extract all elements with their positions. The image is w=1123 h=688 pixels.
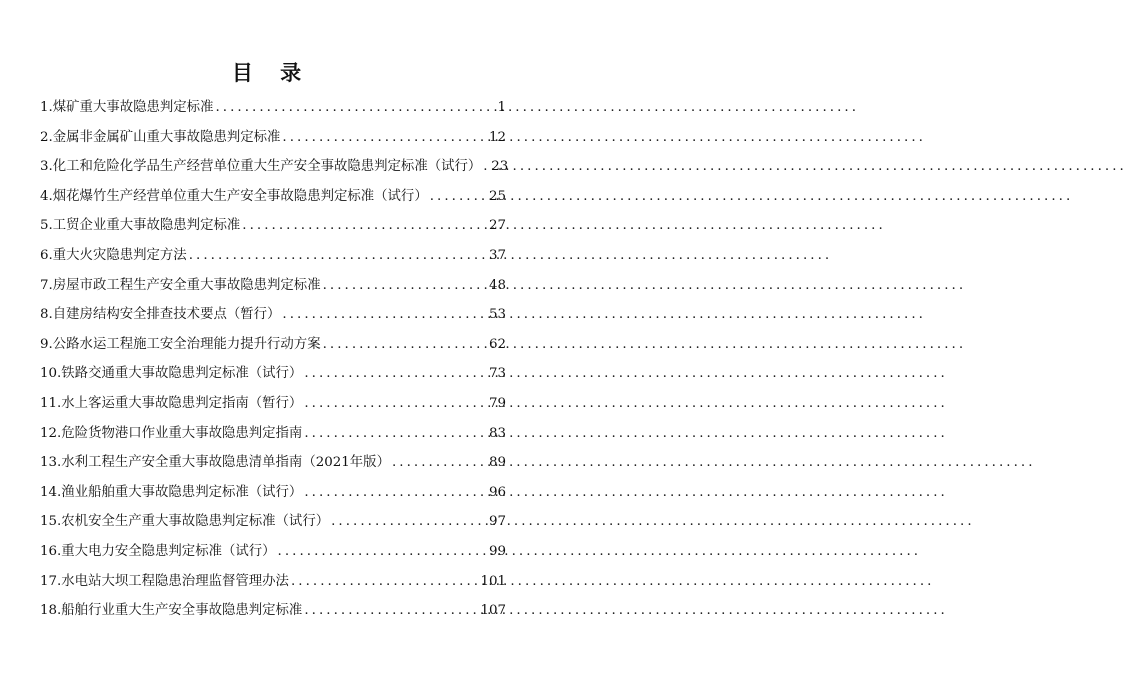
toc-entry-title: 12.危险货物港口作业重大事故隐患判定指南 [40, 425, 303, 441]
toc-dot-leader [215, 93, 495, 123]
page-title: 目 录 [231, 61, 312, 85]
toc-page-number: 83 [488, 425, 506, 441]
toc-dot-leader [291, 567, 479, 597]
toc-entry[interactable] [40, 419, 506, 449]
toc-entry-title: 9.公路水运工程施工安全治理能力提升行动方案 [40, 336, 321, 352]
toc-entry[interactable] [40, 389, 506, 419]
toc-entry-title: 8.自建房结构安全排查技术要点（暂行） [40, 307, 281, 323]
toc-dot-leader [392, 448, 487, 478]
toc-dot-leader [282, 123, 487, 153]
toc-entry[interactable] [40, 507, 506, 537]
toc-entry-title: 7.房屋市政工程生产安全重大事故隐患判定标准 [40, 277, 321, 293]
toc-entry[interactable] [40, 596, 506, 626]
toc-entry[interactable] [40, 359, 506, 389]
toc-entry-title: 2.金属非金属矿山重大事故隐患判定标准 [40, 129, 281, 145]
toc-entry-title: 4.烟花爆竹生产经营单位重大生产安全事故隐患判定标准（试行） [40, 188, 428, 204]
toc-page-number: 48 [488, 277, 506, 293]
toc-dot-leader [323, 271, 487, 301]
toc-entry-title: 14.渔业船舶重大事故隐患判定标准（试行） [40, 484, 303, 500]
toc-entry[interactable] [40, 537, 506, 567]
toc-dot-leader [304, 596, 478, 626]
toc-entry[interactable] [40, 152, 509, 182]
toc-page-number: 97 [488, 514, 506, 530]
toc-dot-leader [331, 507, 487, 537]
toc-entry-title: 6.重大火灾隐患判定方法 [40, 247, 187, 263]
toc-dot-leader [483, 152, 489, 182]
toc-entry-title: 11.水上客运重大事故隐患判定指南（暂行） [40, 395, 303, 411]
toc-entry-title: 16.重大电力安全隐患判定标准（试行） [40, 543, 276, 559]
toc-dot-leader [304, 389, 487, 419]
toc-page-number: 27 [488, 218, 506, 234]
toc-entry[interactable] [40, 241, 506, 271]
toc-page-number: 1 [497, 100, 506, 115]
toc-entry[interactable] [40, 93, 506, 123]
document-page [0, 0, 543, 688]
toc-page-number: 107 [480, 603, 506, 619]
toc-entry-title: 15.农机安全生产重大事故隐患判定标准（试行） [40, 514, 330, 530]
toc-page-number: 73 [488, 366, 506, 382]
toc-page-number: 25 [488, 188, 506, 204]
toc-entry-title: 1.煤矿重大事故隐患判定标准 [40, 100, 214, 115]
table-of-contents [40, 93, 509, 626]
toc-entry[interactable] [40, 211, 506, 241]
toc-entry-title: 18.船舶行业重大生产安全事故隐患判定标准 [40, 603, 303, 619]
toc-dot-leader [304, 478, 487, 508]
toc-page-number: 12 [488, 129, 506, 145]
toc-page-number: 62 [488, 336, 506, 352]
toc-entry[interactable] [40, 300, 506, 330]
toc-dot-leader [278, 537, 487, 567]
toc-page-number: 79 [488, 395, 506, 411]
toc-entry-title: 3.化工和危险化学品生产经营单位重大生产安全事故隐患判定标准（试行） [40, 159, 482, 175]
toc-dot-leader [282, 300, 487, 330]
toc-dot-leader [304, 359, 487, 389]
toc-page-number: 53 [488, 307, 506, 323]
toc-page-number: 89 [488, 455, 506, 471]
toc-entry-title: 5.工贸企业重大事故隐患判定标准 [40, 218, 241, 234]
toc-entry[interactable] [40, 478, 506, 508]
toc-entry[interactable] [40, 123, 506, 153]
toc-entry[interactable] [40, 182, 506, 212]
toc-page-number: 23 [491, 159, 509, 175]
toc-dot-leader [323, 330, 487, 360]
toc-page-number: 99 [488, 543, 506, 559]
toc-entry-title: 10.铁路交通重大事故隐患判定标准（试行） [40, 366, 303, 382]
toc-page-number: 101 [480, 573, 506, 589]
toc-entry[interactable] [40, 567, 506, 597]
toc-entry[interactable] [40, 330, 506, 360]
toc-dot-leader [242, 211, 487, 241]
toc-dot-leader [189, 241, 487, 271]
toc-entry-title: 13.水利工程生产安全重大事故隐患清单指南（2021年版） [40, 455, 390, 471]
toc-entry-title: 17.水电站大坝工程隐患治理监督管理办法 [40, 573, 289, 589]
toc-entry[interactable] [40, 271, 506, 301]
toc-dot-leader [430, 182, 487, 212]
toc-dot-leader [304, 419, 487, 449]
toc-page-number: 96 [488, 484, 506, 500]
toc-entry[interactable] [40, 448, 506, 478]
toc-page-number: 37 [488, 247, 506, 263]
